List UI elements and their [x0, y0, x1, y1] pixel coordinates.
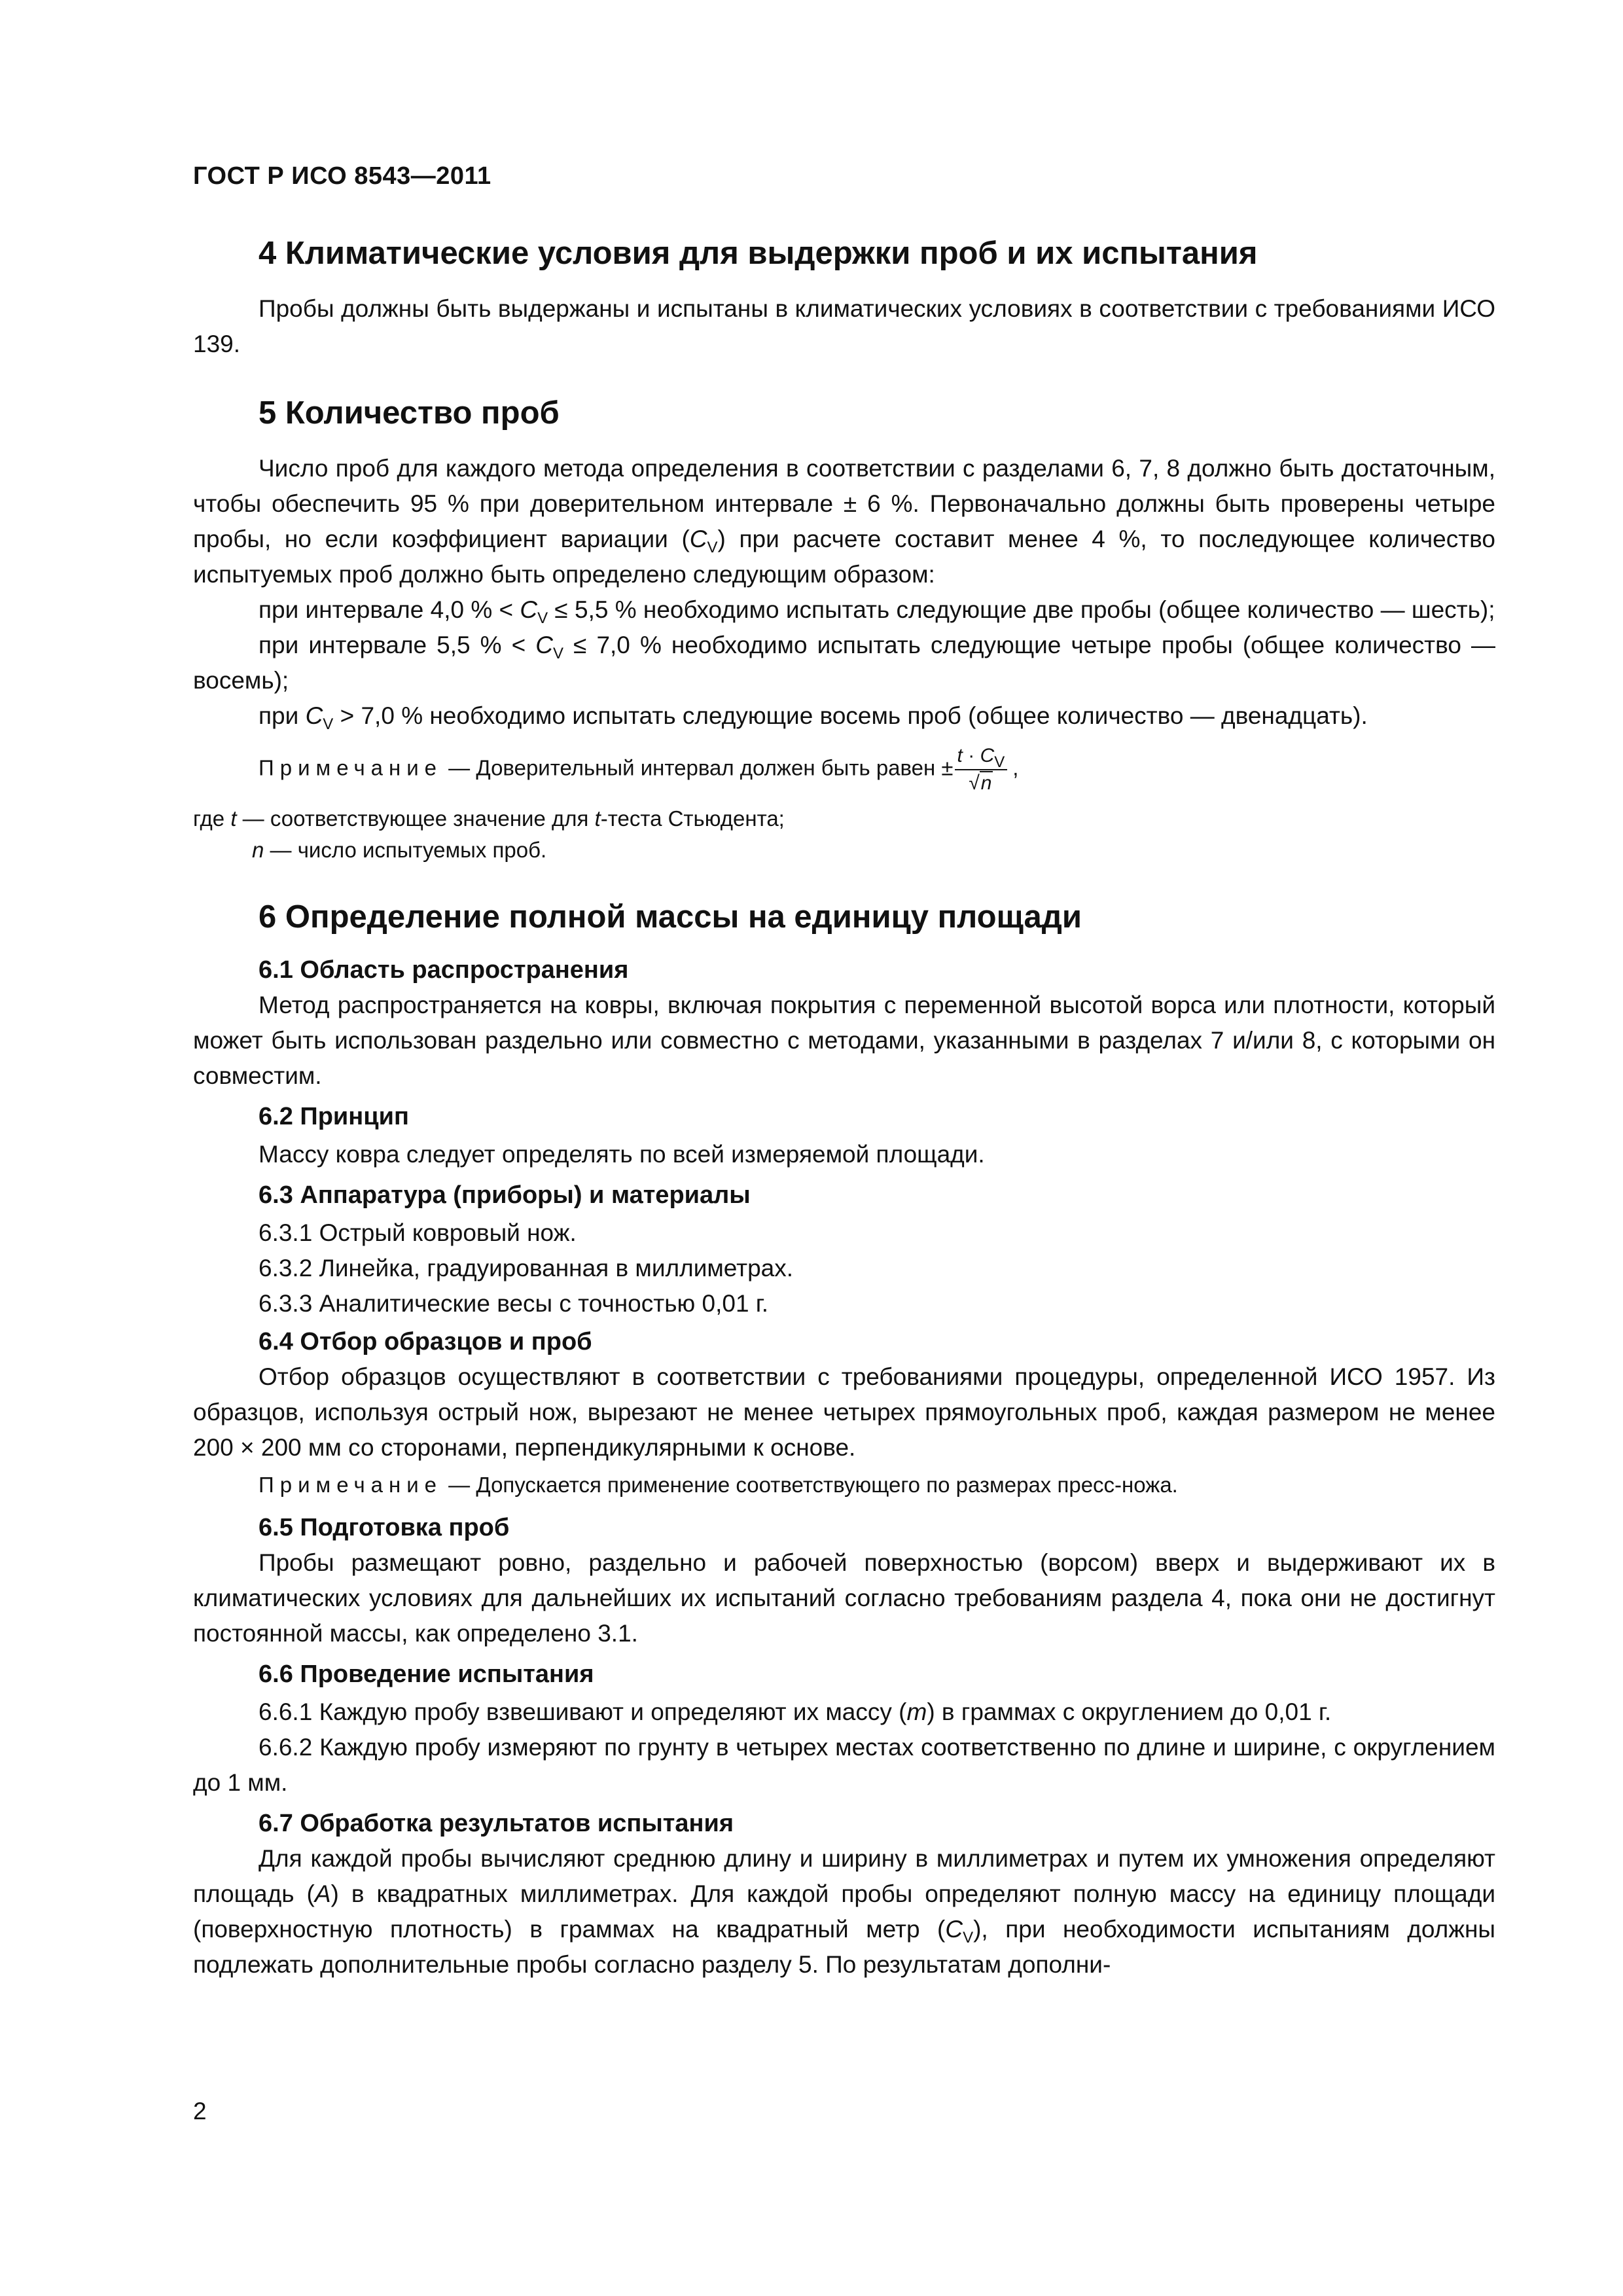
- section-6-2-text: Массу ковра следует определять по всей измеряемой площади.: [259, 1141, 985, 1168]
- section-5-note: Примечание — Доверительный интервал должен быть равен ± $\frac{t \cdot C_V}{√n}$ ,: [193, 743, 1495, 797]
- section-6-7-heading: 6.7 Обработка результатов испытания: [259, 1810, 734, 1837]
- section-6-6-heading: 6.6 Проведение испытания: [259, 1660, 594, 1688]
- section-6-4-text: Отбор образцов осуществляют в соответствии с требованиями процедуры, определенной ИСО 1957. Из образцов, используя острый нож, вырезают не менее четырех прямоугольных проб, каждая размером не менее 200 × 200 мм со сторонами, перпендикулярными к основе.: [193, 1363, 1495, 1461]
- confidence-interval-formula: $\frac{t \cdot C_V}{√n}$: [955, 743, 1008, 797]
- section-6-6-1: 6.6.1 Каждую пробу взвешивают и определяют их массу (m) в граммах с округлением до 0,01 г.: [259, 1698, 1332, 1725]
- section-4-heading: 4 Климатические условия для выдержки проб и их испытания: [259, 236, 1258, 271]
- where-n-line: n — число испытуемых проб.: [252, 838, 547, 862]
- section-6-4-note: Примечание — Допускается применение соответствующего по размерах пресс-ножа.: [259, 1473, 1178, 1497]
- section-6-7-text: Для каждой пробы вычисляют среднюю длину и ширину в миллиметрах и путем их умножения определяют площадь (A) в квадратных миллиметрах. Для каждой пробы определяют полную массу на единицу площади (поверхностную плотность) в граммах на квадратный метр $(C_V)$, при необходимости испытаниям должны подлежать дополнительные пробы согласно разделу 5. По результатам дополни-: [193, 1845, 1495, 1978]
- section-6-1-text: Метод распространяется на ковры, включая покрытия с переменной высотой ворса или плотности, который может быть использован раздельно или совместно с методами, указанными в разделах 7 и/или 8, с которыми он совместим.: [193, 992, 1495, 1089]
- interval-item-2: при интервале 5,5 % < $C_V \le 7,0$ % необходимо испытать следующие четыре пробы (общее количество — восемь);: [193, 632, 1495, 694]
- page-number: 2: [193, 2098, 207, 2125]
- section-5-heading: 5 Количество проб: [259, 395, 560, 431]
- interval-item-1: при интервале 4,0 % < $C_V \le 5,5$ % необходимо испытать следующие две пробы (общее количество — шесть);: [259, 596, 1495, 627]
- section-6-3-heading: 6.3 Аппаратура (приборы) и материалы: [259, 1181, 751, 1209]
- section-6-6-2: 6.6.2 Каждую пробу измеряют по грунту в четырех местах соответственно по длине и ширине, с округлением до 1 мм.: [193, 1734, 1495, 1796]
- section-6-3-1: 6.3.1 Острый ковровый нож.: [259, 1219, 577, 1246]
- page-content: [193, 232, 1495, 1982]
- interval-item-3: при $C_V > 7,0$ % необходимо испытать следующие восемь проб (общее количество — двенадцать).: [259, 702, 1368, 733]
- section-6-3-2: 6.3.2 Линейка, градуированная в миллиметрах.: [259, 1255, 794, 1282]
- section-6-4-heading: 6.4 Отбор образцов и проб: [259, 1328, 592, 1355]
- section-6-heading: 6 Определение полной массы на единицу площади: [259, 899, 1082, 935]
- section-4-text: Пробы должны быть выдержаны и испытаны в климатических условиях в соответствии с требованиями ИСО 139.: [193, 295, 1495, 357]
- standard-header: ГОСТ Р ИСО 8543—2011: [193, 162, 491, 190]
- section-6-3-3: 6.3.3 Аналитические весы с точностью 0,01 г.: [259, 1290, 769, 1317]
- section-5-paragraph: Число проб для каждого метода определения в соответствии с разделами 6, 7, 8 должно быть достаточным, чтобы обеспечить 95 % при доверительном интервале ± 6 %. Первоначально должны быть проверены четыре пробы, но если коэффициент вариации $(C_V)$ при расчете составит менее 4 %, то последующее количество испытуемых проб должно быть определено следующим образом:: [193, 455, 1495, 588]
- section-6-2-heading: 6.2 Принцип: [259, 1103, 409, 1130]
- section-6-1-heading: 6.1 Область распространения: [259, 956, 629, 984]
- section-6-5-heading: 6.5 Подготовка проб: [259, 1514, 510, 1541]
- section-6-5-text: Пробы размещают ровно, раздельно и рабочей поверхностью (ворсом) вверх и выдерживают их в климатических условиях для дальнейших их испытаний согласно требованиям раздела 4, пока они не достигнут постоянной массы, как определено 3.1.: [193, 1549, 1495, 1647]
- where-t-line: где t — соответствующее значение для t-теста Стьюдента;: [193, 806, 785, 831]
